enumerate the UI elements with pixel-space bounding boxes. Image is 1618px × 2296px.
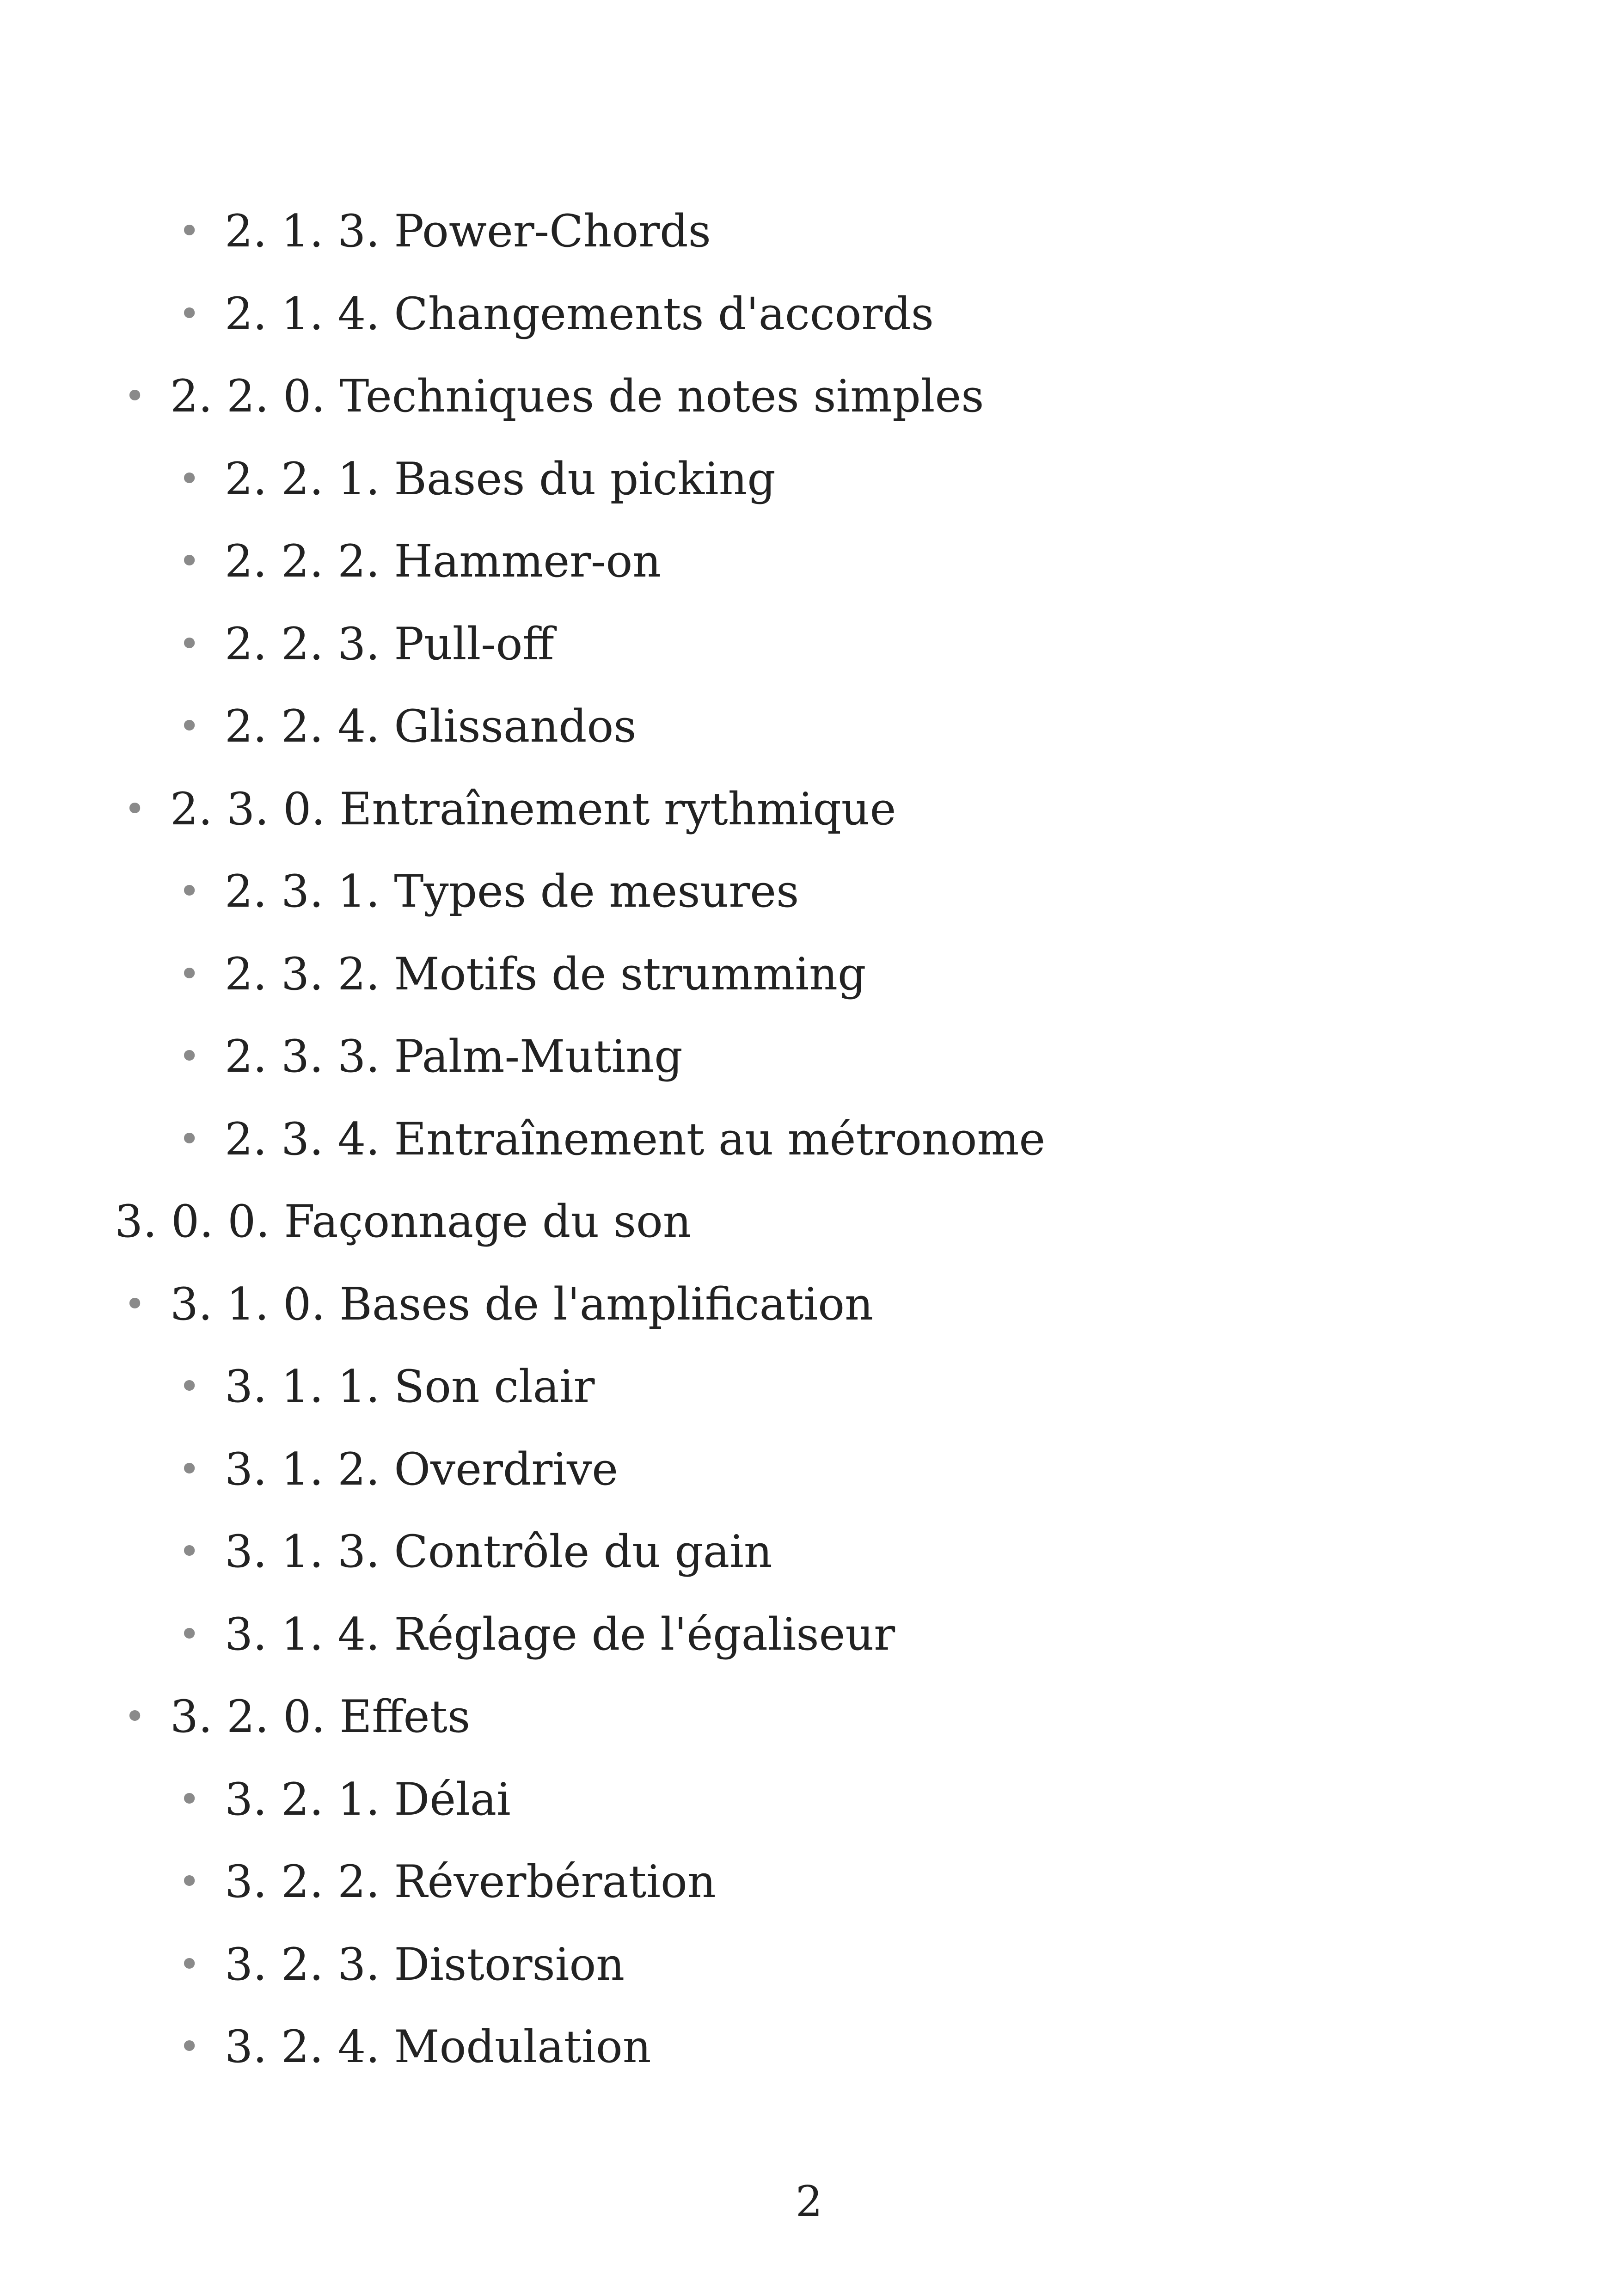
- toc-item-label: 2. 2. 3. Pull-off: [225, 618, 554, 670]
- toc-item-label: 3. 1. 3. Contrôle du gain: [225, 1526, 772, 1578]
- toc-item-label: 3. 1. 1. Son clair: [225, 1361, 595, 1412]
- bullet-icon: •: [178, 292, 201, 335]
- bullet-icon: •: [178, 1447, 201, 1491]
- toc-item-label: 3. 2. 4. Modulation: [225, 2021, 651, 2073]
- toc-item-label: 3. 0. 0. Façonnage du son: [115, 1196, 692, 1247]
- bullet-icon: •: [178, 952, 201, 995]
- bullet-icon: •: [124, 374, 146, 417]
- toc-item-label: 2. 2. 2. Hammer-on: [225, 535, 662, 587]
- bullet-icon: •: [124, 1695, 146, 1738]
- toc-item-label: 2. 2. 1. Bases du picking: [225, 453, 776, 505]
- toc-item-label: 2. 3. 3. Palm-Muting: [225, 1031, 683, 1082]
- toc-item-label: 3. 1. 4. Réglage de l'égaliseur: [225, 1608, 895, 1660]
- bullet-icon: •: [178, 705, 201, 748]
- bullet-icon: •: [178, 1117, 201, 1160]
- toc-item-label: 2. 2. 4. Glissandos: [225, 700, 637, 752]
- bullet-icon: •: [124, 1282, 146, 1326]
- bullet-icon: •: [178, 622, 201, 665]
- bullet-icon: •: [178, 1942, 201, 1986]
- bullet-icon: •: [178, 870, 201, 913]
- toc-item-label: 3. 1. 0. Bases de l'amplification: [170, 1278, 873, 1330]
- toc-item-label: 2. 1. 3. Power-Chords: [225, 205, 711, 257]
- bullet-icon: •: [178, 1612, 201, 1656]
- toc-item-label: 3. 2. 0. Effets: [170, 1691, 471, 1743]
- bullet-icon: •: [178, 1777, 201, 1821]
- bullet-icon: •: [178, 1365, 201, 1408]
- bullet-icon: •: [178, 540, 201, 583]
- bullet-icon: •: [178, 1035, 201, 1078]
- page-number: 2: [795, 2177, 823, 2226]
- bullet-icon: •: [178, 1530, 201, 1573]
- toc-item-label: 3. 2. 3. Distorsion: [225, 1938, 625, 1990]
- bullet-icon: •: [178, 209, 201, 252]
- toc-item-label: 3. 1. 2. Overdrive: [225, 1443, 619, 1495]
- toc-item-label: 3. 2. 2. Réverbération: [225, 1856, 716, 1908]
- toc-item-label: 2. 1. 4. Changements d'accords: [225, 288, 934, 340]
- toc-item-label: 2. 3. 1. Types de mesures: [225, 866, 799, 917]
- toc-item-label: 2. 3. 4. Entraînement au métronome: [225, 1113, 1046, 1165]
- bullet-icon: •: [178, 2025, 201, 2068]
- bullet-icon: •: [178, 457, 201, 500]
- toc-item-label: 2. 3. 2. Motifs de strumming: [225, 948, 866, 1000]
- toc-item-label: 2. 3. 0. Entraînement rythmique: [170, 783, 896, 835]
- toc-item-label: 3. 2. 1. Délai: [225, 1773, 511, 1825]
- toc-item-label: 2. 2. 0. Techniques de notes simples: [170, 370, 984, 422]
- bullet-icon: •: [178, 1860, 201, 1903]
- bullet-icon: •: [124, 787, 146, 830]
